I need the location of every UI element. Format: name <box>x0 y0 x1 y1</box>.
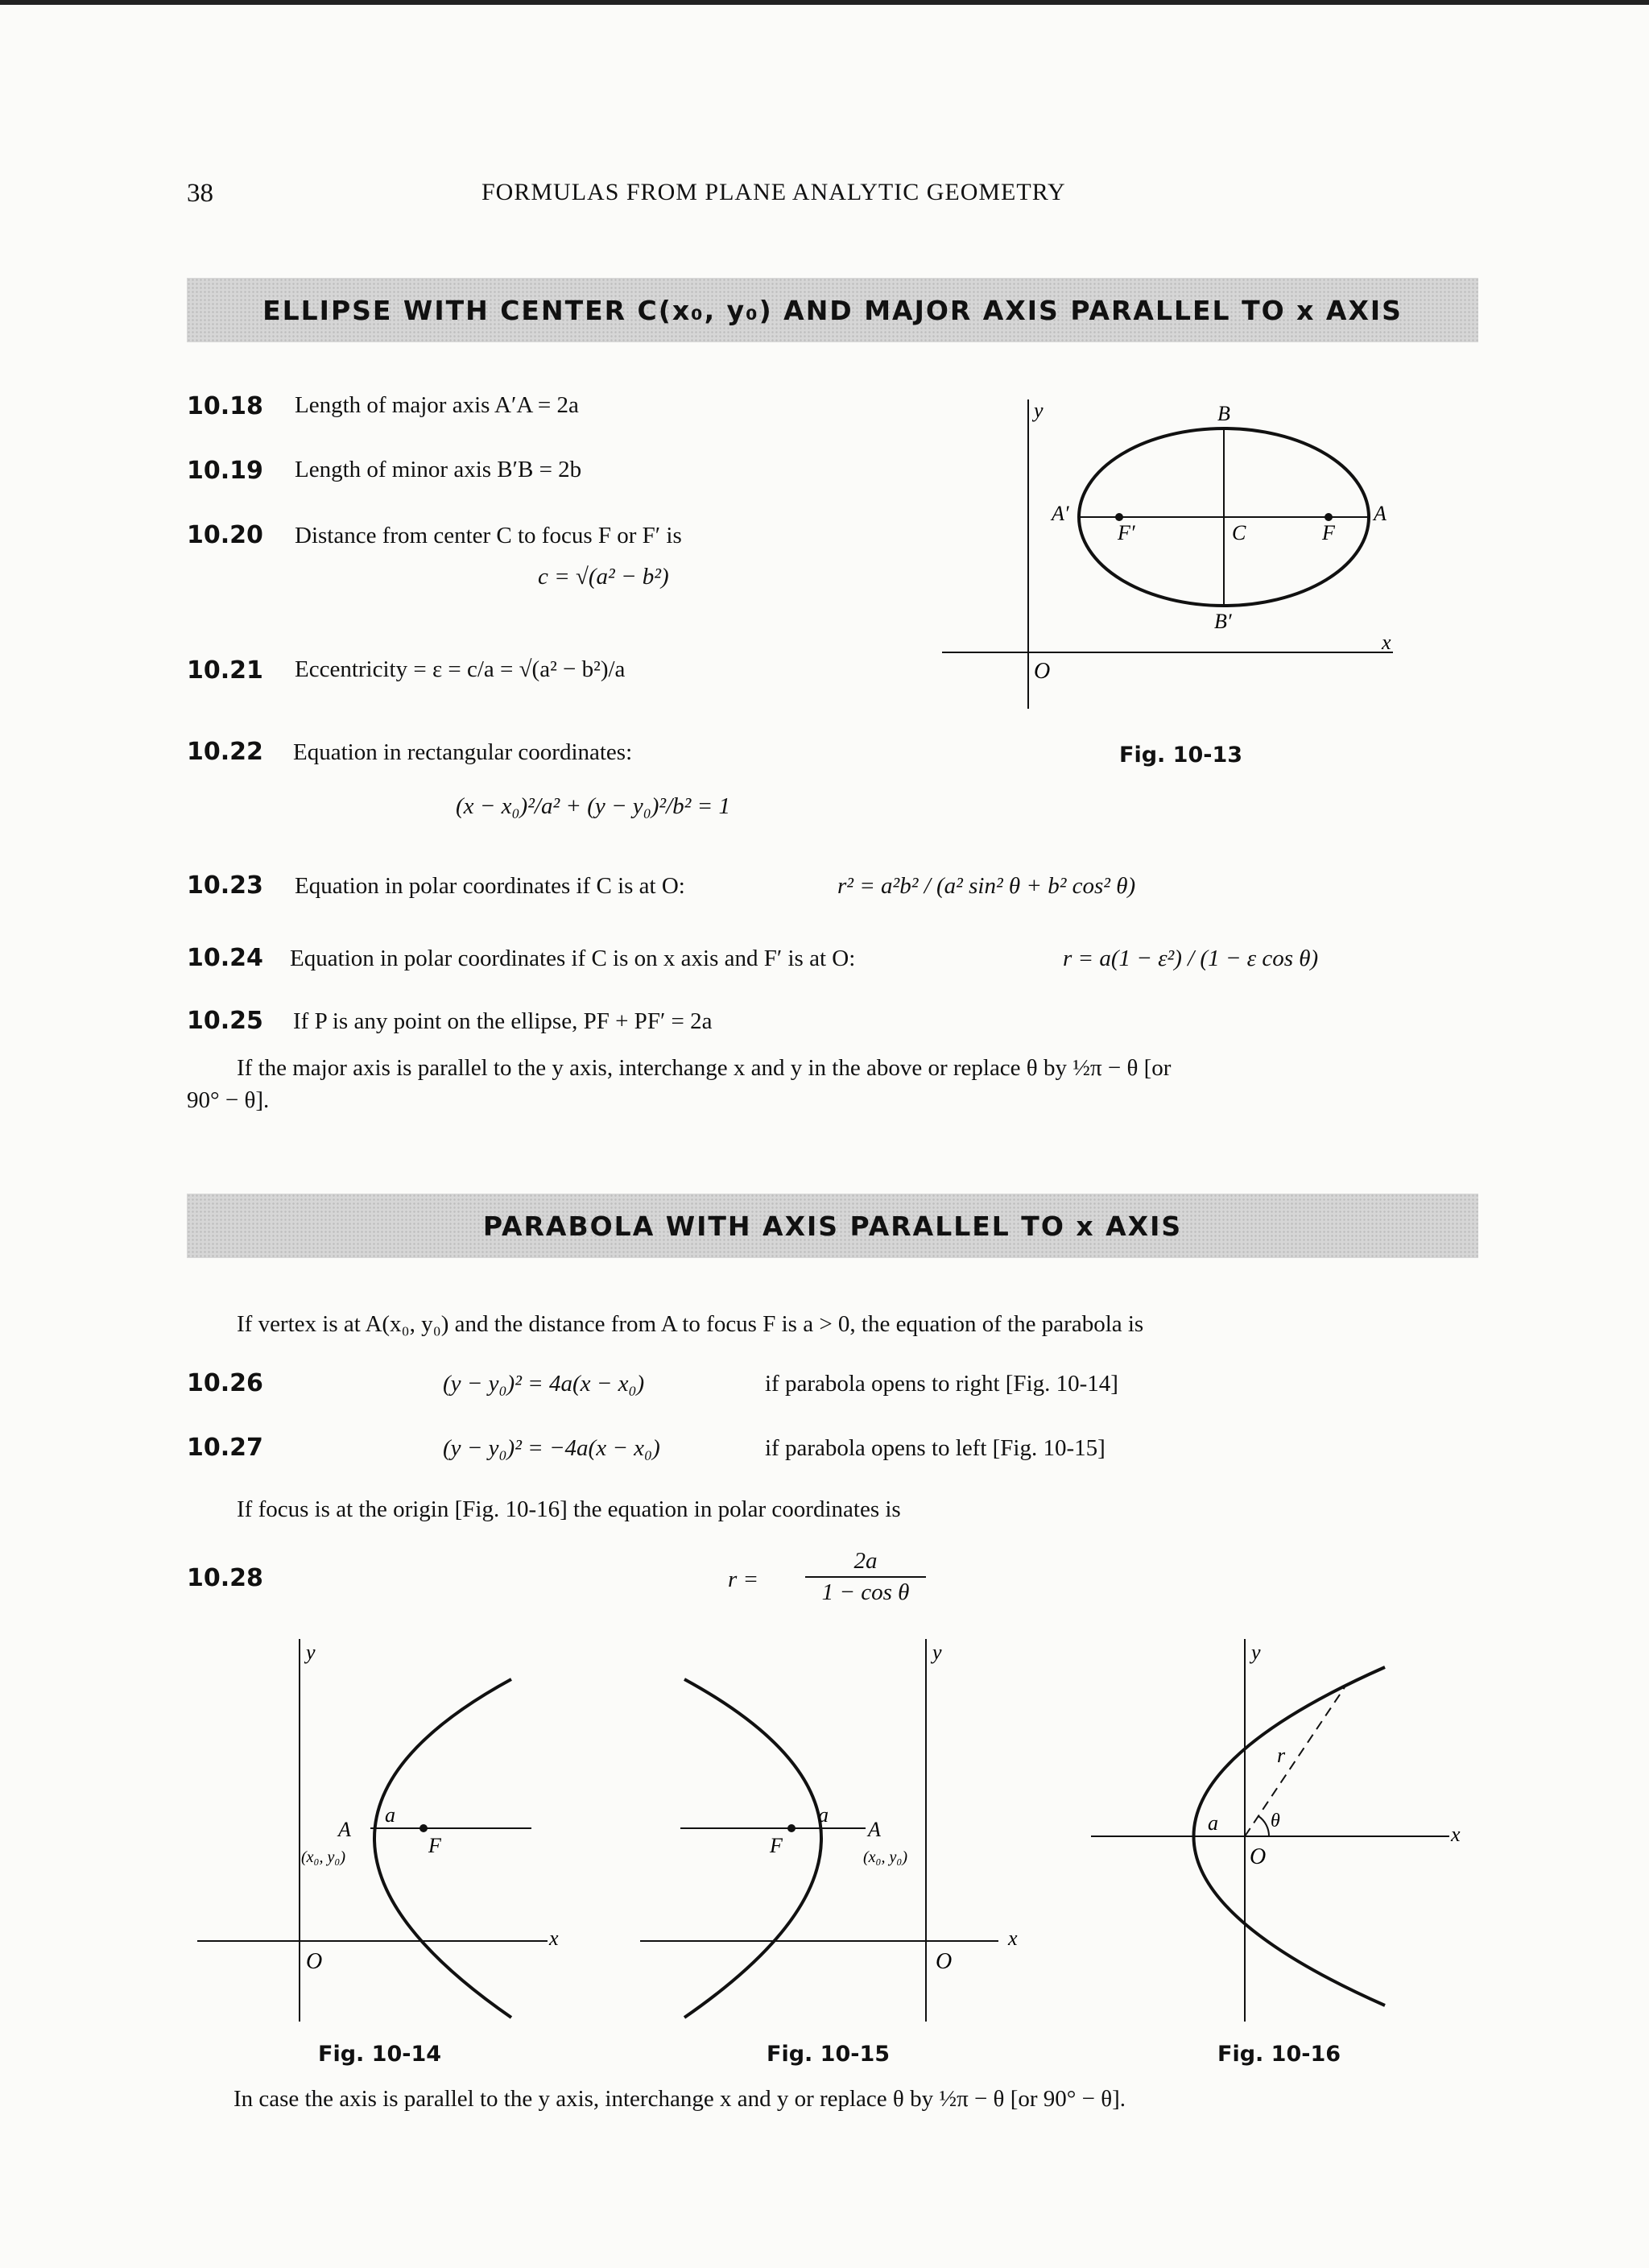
formula-number-10-24: 10.24 <box>187 944 263 972</box>
formula-10-26-expression: (y − y₀)² = 4a(x − x₀) <box>443 1371 645 1397</box>
fig-10-15-parabola-curve <box>684 1679 821 2018</box>
parabola-polar-intro: If focus is at the origin [Fig. 10-16] the equation in polar coordinates is <box>237 1496 901 1522</box>
formula-10-20-expression: c = √(a² − b²) <box>538 564 669 590</box>
formula-10-23-expression: r² = a²b² / (a² sin² θ + b² cos² θ) <box>837 873 1136 899</box>
ellipse-note-line-2: 90° − θ]. <box>187 1087 270 1113</box>
fig-10-14-label-x: x <box>549 1927 559 1950</box>
fig-10-13-label-x: x <box>1382 631 1391 654</box>
fig-10-13-label-a-prime: A′ <box>1052 502 1069 525</box>
fig-10-15-label-vertex-coords: (x₀, y₀) <box>863 1848 907 1866</box>
fig-10-15-label-y: y <box>932 1641 942 1664</box>
running-title: FORMULAS FROM PLANE ANALYTIC GEOMETRY <box>481 179 1066 205</box>
fig-10-16-label-x: x <box>1451 1823 1461 1846</box>
formula-text-10-23: Equation in polar coordinates if C is at O: <box>295 873 685 899</box>
formula-number-10-21: 10.21 <box>187 656 263 685</box>
formula-number-10-18: 10.18 <box>187 392 263 420</box>
fig-10-15-focus <box>787 1824 796 1832</box>
fig-10-16-label-origin: O <box>1250 1844 1267 1869</box>
fig-10-14-focus <box>419 1824 428 1832</box>
fig-10-16-label-r: r <box>1277 1744 1286 1767</box>
fig-10-15-label-f: F <box>770 1834 783 1857</box>
formula-10-28-denominator: 1 − cos θ <box>821 1579 910 1605</box>
formula-number-10-22: 10.22 <box>187 738 263 766</box>
ellipse-note-line-1: If the major axis is parallel to the y axis, interchange x and y in the above or replace θ by ½π − θ [or <box>237 1055 1172 1081</box>
fig-10-14-parabola-curve <box>374 1679 511 2018</box>
fig-10-14-label-origin: O <box>306 1949 323 1974</box>
fig-10-13-label-a: A <box>1374 502 1387 525</box>
formula-text-10-18: Length of major axis A′A = 2a <box>295 392 579 418</box>
formula-10-27-condition: if parabola opens to left [Fig. 10-15] <box>765 1435 1106 1461</box>
fig-10-13-label-c: C <box>1232 521 1246 544</box>
fig-10-16-label-a: a <box>1208 1811 1218 1835</box>
ellipse-banner-text: ELLIPSE WITH CENTER C(x₀, y₀) AND MAJOR AXIS PARALLEL TO x AXIS <box>262 294 1403 326</box>
fig-10-13-label-f-prime: F′ <box>1118 521 1135 544</box>
parabola-section-banner <box>187 1194 1478 1258</box>
figure-10-15-caption: Fig. 10-15 <box>767 2042 891 2067</box>
fig-10-14-label-a: a <box>385 1803 395 1827</box>
formula-text-10-21: Eccentricity = ε = c/a = √(a² − b²)/a <box>295 656 626 682</box>
figure-10-13-ellipse <box>934 395 1417 717</box>
ellipse-section-banner <box>187 278 1478 342</box>
fig-10-14-label-y: y <box>306 1641 316 1664</box>
figure-10-14-parabola-right <box>193 1635 580 2030</box>
formula-10-28-numerator: 2a <box>805 1548 926 1578</box>
fig-10-16-label-y: y <box>1251 1641 1261 1664</box>
figure-10-13-caption: Fig. 10-13 <box>1119 743 1243 768</box>
formula-10-26-condition: if parabola opens to right [Fig. 10-14] <box>765 1371 1118 1397</box>
parabola-banner-text: PARABOLA WITH AXIS PARALLEL TO x AXIS <box>482 1210 1183 1242</box>
fig-10-14-label-vertex-coords: (x₀, y₀) <box>301 1848 345 1866</box>
page-number: 38 <box>187 179 213 208</box>
figure-10-15-parabola-left <box>636 1635 1023 2030</box>
top-rule <box>0 0 1649 5</box>
formula-number-10-23: 10.23 <box>187 871 263 900</box>
fig-10-13-focus-f <box>1325 513 1333 521</box>
formula-number-10-19: 10.19 <box>187 457 263 485</box>
formula-10-22-expression: (x − x₀)²/a² + (y − y₀)²/b² = 1 <box>456 793 730 819</box>
formula-10-27-expression: (y − y₀)² = −4a(x − x₀) <box>443 1435 660 1461</box>
fig-10-15-label-a: a <box>818 1803 829 1827</box>
fig-10-15-label-vertex-a: A <box>868 1818 881 1841</box>
fig-10-16-radius-vector <box>1245 1685 1346 1836</box>
fig-10-16-label-theta: θ <box>1271 1811 1280 1831</box>
figure-10-16-caption: Fig. 10-16 <box>1217 2042 1341 2067</box>
fig-10-13-label-b: B <box>1217 402 1230 425</box>
formula-text-10-22: Equation in rectangular coordinates: <box>293 739 633 765</box>
formula-number-10-20: 10.20 <box>187 521 263 549</box>
formula-number-10-26: 10.26 <box>187 1369 263 1397</box>
fig-10-15-label-origin: O <box>936 1949 953 1974</box>
fig-10-16-theta-arc <box>1258 1816 1269 1836</box>
formula-number-10-28: 10.28 <box>187 1564 263 1592</box>
formula-text-10-24: Equation in polar coordinates if C is on x axis and F′ is at O: <box>290 946 856 971</box>
formula-text-10-25: If P is any point on the ellipse, PF + PF′ = 2a <box>293 1008 713 1034</box>
figure-10-16-parabola-polar <box>1087 1635 1490 2030</box>
formula-10-24-expression: r = a(1 − ε²) / (1 − ε cos θ) <box>1063 946 1319 971</box>
formula-number-10-27: 10.27 <box>187 1434 263 1462</box>
formula-10-28-lhs: r = <box>728 1566 759 1592</box>
fig-10-13-focus-f-prime <box>1115 513 1123 521</box>
fig-10-13-label-f: F <box>1322 521 1335 544</box>
formula-text-10-19: Length of minor axis B′B = 2b <box>295 457 582 482</box>
fig-10-14-label-f: F <box>428 1834 441 1857</box>
parabola-footer-note: In case the axis is parallel to the y axis, interchange x and y or replace θ by ½π − θ [or 90° − θ]. <box>234 2086 1126 2112</box>
fig-10-14-label-vertex-a: A <box>338 1818 351 1841</box>
formula-10-28-fraction <box>805 1548 926 1606</box>
fig-10-13-label-y: y <box>1034 399 1044 422</box>
fig-10-13-label-b-prime: B′ <box>1214 610 1232 633</box>
fig-10-15-label-x: x <box>1008 1927 1018 1950</box>
figure-10-14-caption: Fig. 10-14 <box>318 2042 442 2067</box>
parabola-intro: If vertex is at A(x₀, y₀) and the distance from A to focus F is a > 0, the equation of the parabola is <box>237 1311 1144 1337</box>
formula-number-10-25: 10.25 <box>187 1007 263 1035</box>
formula-text-10-20: Distance from center C to focus F or F′ is <box>295 523 682 548</box>
fig-10-13-label-origin: O <box>1034 659 1051 684</box>
